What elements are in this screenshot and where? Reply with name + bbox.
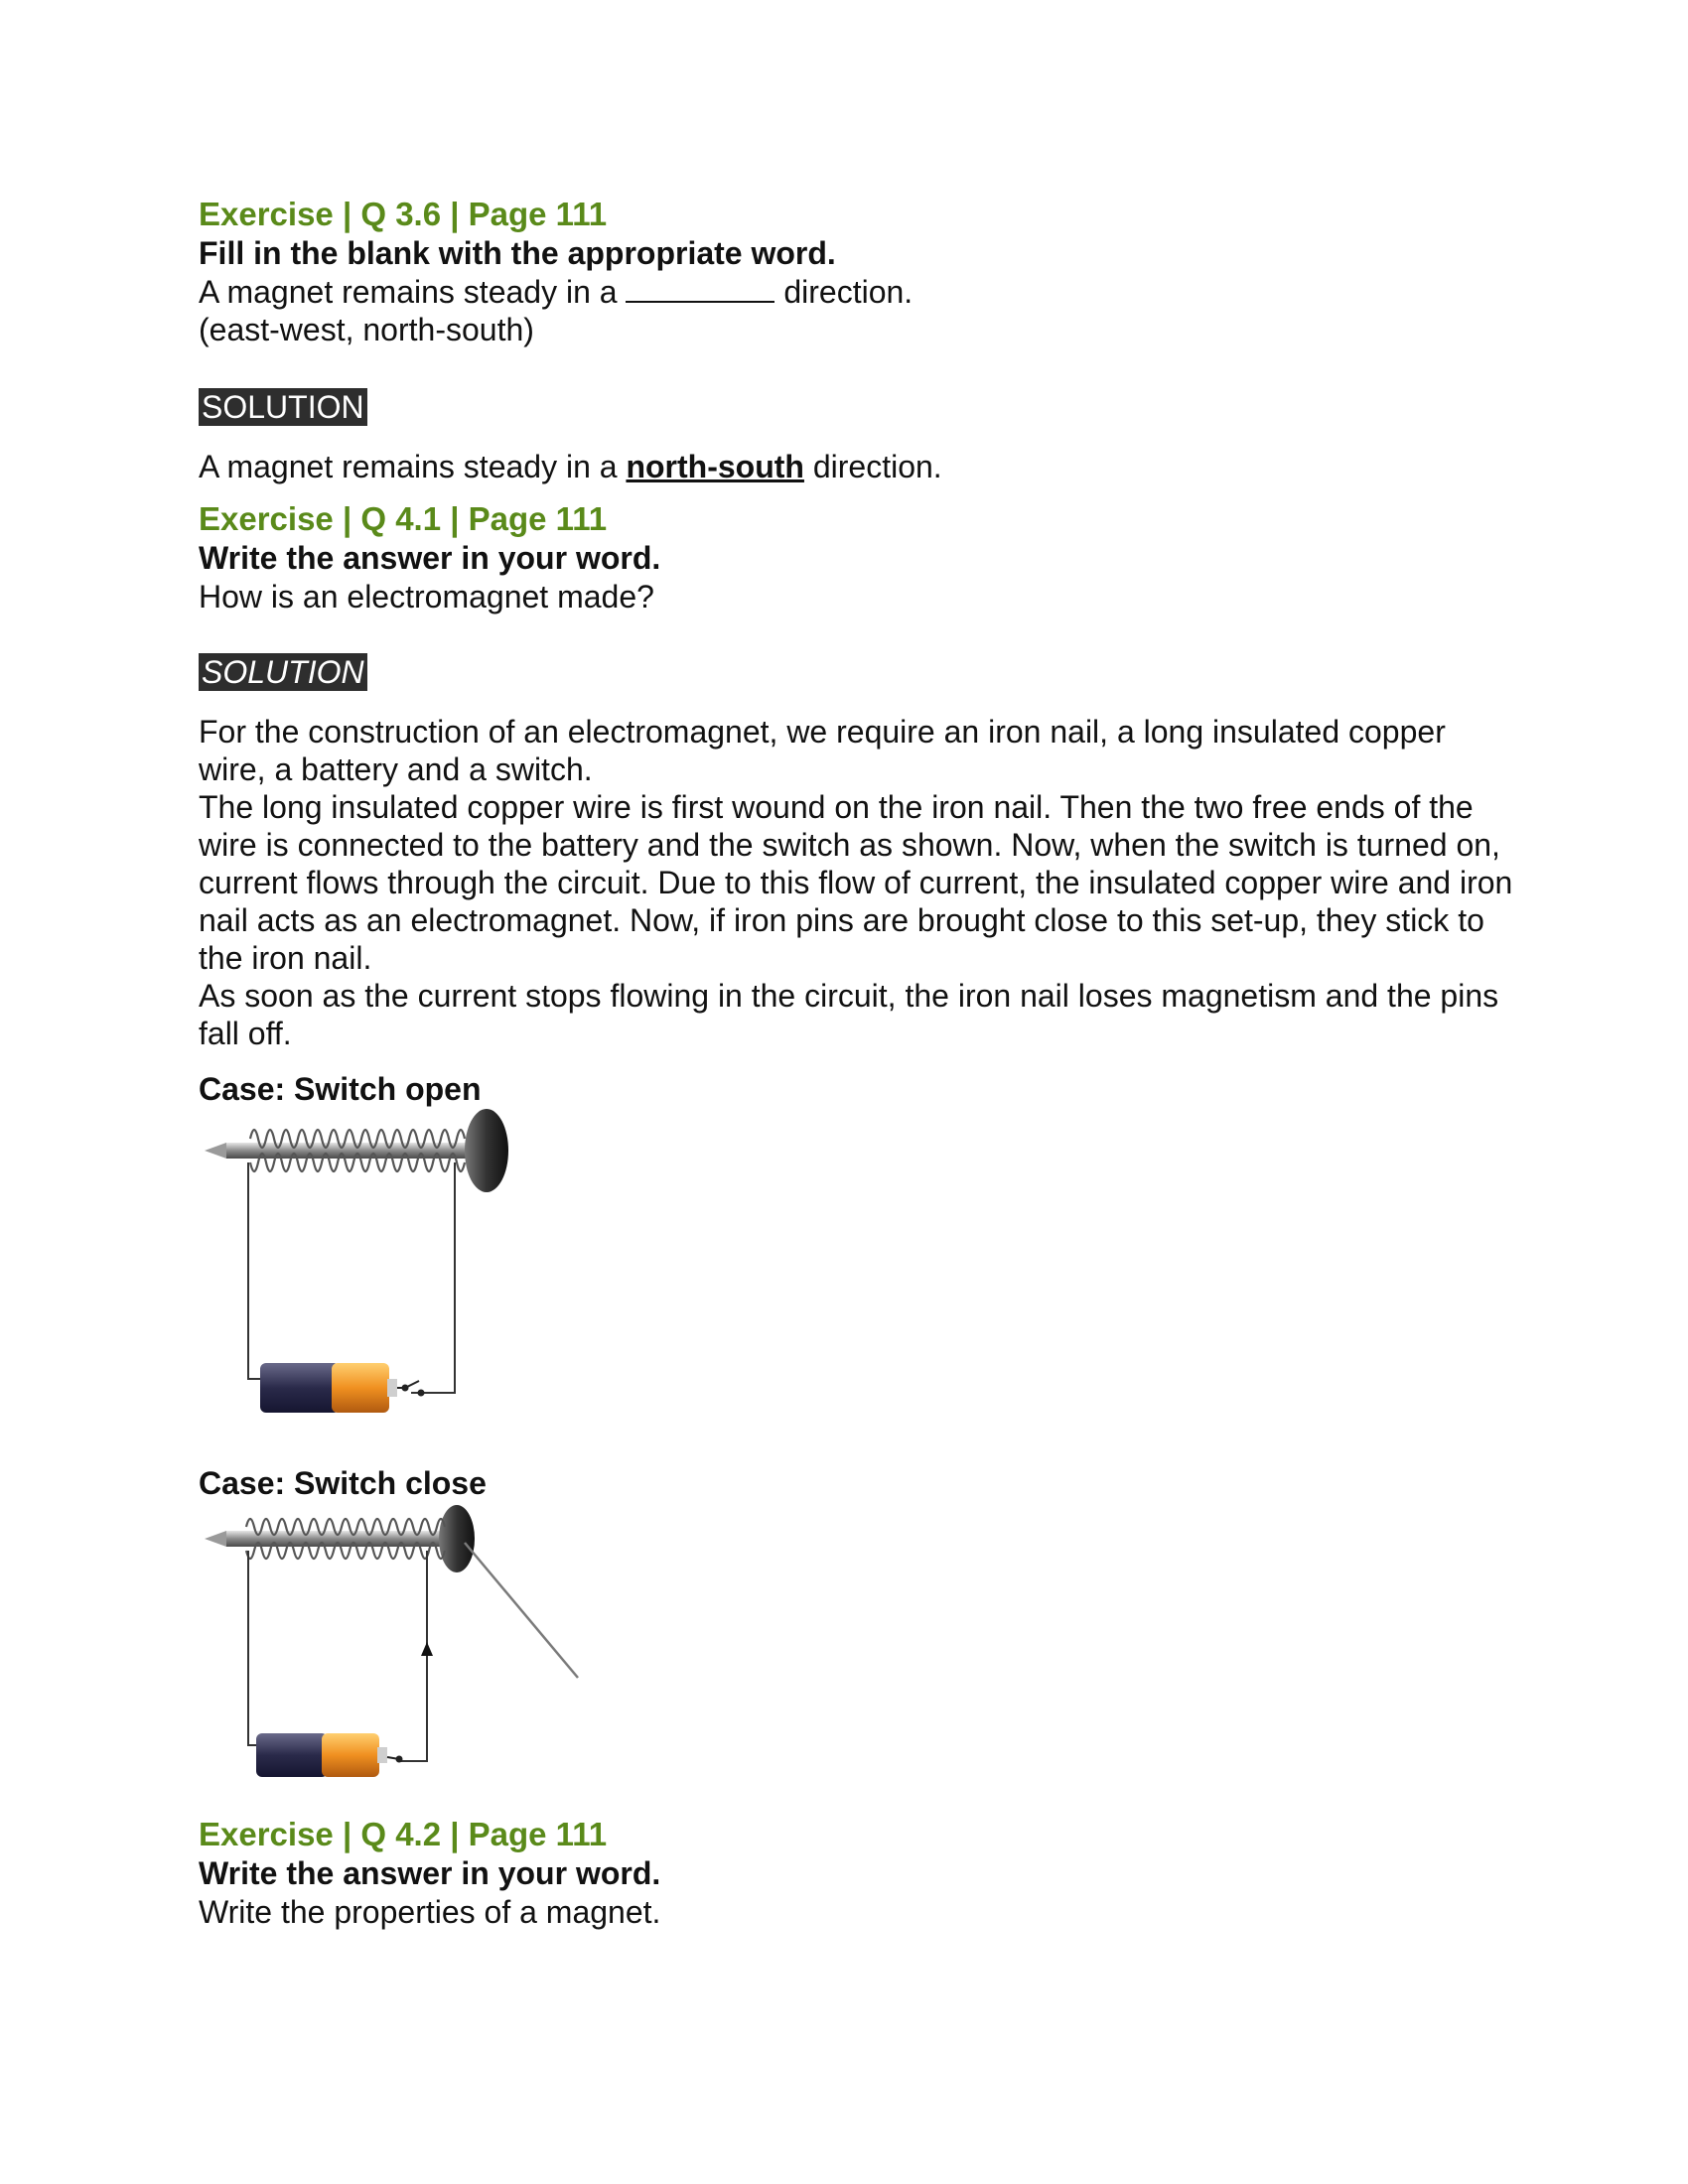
electromagnet-switch-closed-diagram	[199, 1503, 596, 1801]
solution-paragraph: For the construction of an electromagnet, we require an iron nail, a long insulated copper wire, a battery and a switch.	[199, 714, 1446, 787]
instruction: Write the answer in your word.	[199, 540, 661, 576]
switch-closed	[387, 1757, 402, 1762]
case-title-close: Case: Switch close	[199, 1465, 487, 1501]
iron-pin	[465, 1543, 578, 1678]
switch-open	[397, 1381, 424, 1396]
options-text: (east-west, north-south)	[199, 312, 534, 347]
exercise-header: Exercise | Q 4.1 | Page 111	[199, 500, 608, 537]
battery	[260, 1363, 397, 1413]
battery	[256, 1733, 387, 1777]
document-page	[199, 195, 1519, 1931]
answer-text	[199, 448, 1519, 485]
answer-part: direction.	[803, 449, 942, 484]
blank-line	[626, 277, 774, 303]
circuit-wires	[248, 1551, 427, 1761]
instruction: Write the answer in your word.	[199, 1855, 661, 1891]
question-text	[199, 273, 1519, 311]
question-part: A magnet remains steady in a	[199, 274, 627, 310]
circuit-wires	[248, 1162, 455, 1393]
solution-paragraph: The long insulated copper wire is first wound on the iron nail. Then the two free ends of the wire is connected to the battery and the switch as shown. Now, when the switch is turned on, current flows through the circuit. Due to this flow of current, the insulated copper wire and iron nail acts as an electromagnet. Now, if iron pins are brought close to this set-up, they stick to the iron nail.	[199, 789, 1513, 976]
exercise-header: Exercise | Q 3.6 | Page 111	[199, 196, 608, 232]
current-arrow	[421, 1642, 433, 1656]
solution-label: SOLUTION	[199, 653, 367, 691]
question-part: direction.	[774, 274, 914, 310]
iron-nail	[205, 1109, 508, 1192]
answer-word: north-south	[626, 449, 804, 484]
iron-nail	[205, 1505, 475, 1572]
exercise-header: Exercise | Q 4.2 | Page 111	[199, 1816, 608, 1852]
solution-label: SOLUTION	[199, 388, 367, 426]
question-text: How is an electromagnet made?	[199, 579, 654, 614]
electromagnet-switch-open-diagram	[199, 1109, 536, 1446]
question-text: Write the properties of a magnet.	[199, 1894, 661, 1930]
answer-part: A magnet remains steady in a	[199, 449, 627, 484]
case-title-open: Case: Switch open	[199, 1071, 482, 1107]
instruction: Fill in the blank with the appropriate word.	[199, 235, 836, 271]
solution-paragraph: As soon as the current stops flowing in the circuit, the iron nail loses magnetism and the pins fall off.	[199, 978, 1499, 1051]
